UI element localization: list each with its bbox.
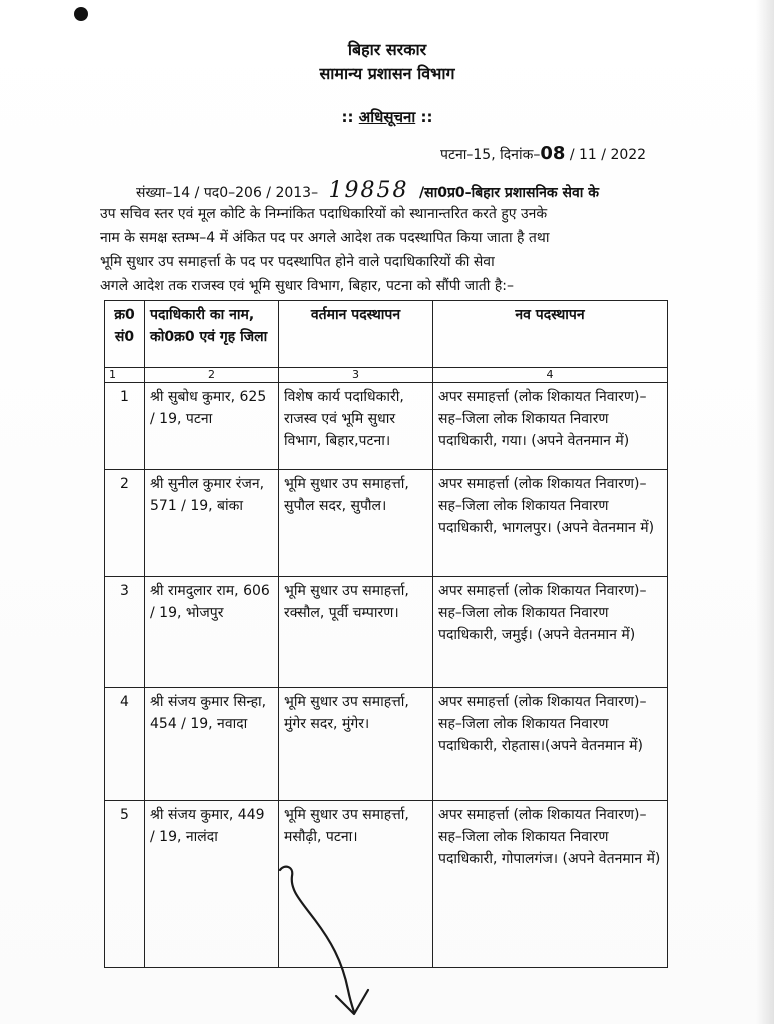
serial-number: 5	[105, 801, 145, 968]
officer-name: श्री सुबोध कुमार, 625 / 19, पटना	[145, 383, 279, 470]
table-row	[105, 688, 668, 801]
column-number: 4	[433, 368, 668, 383]
table-row	[105, 383, 668, 470]
notice-suffix: ::	[420, 108, 433, 126]
reference-prefix: संख्या–14 / पद0–206 / 2013–	[136, 185, 319, 201]
serial-number: 3	[105, 577, 145, 688]
current-posting: भूमि सुधार उप समाहर्त्ता, मुंगेर सदर, मुंगेर।	[279, 688, 433, 801]
column-number: 3	[279, 368, 433, 383]
body-line-4: अगले आदेश तक राजस्व एवं भूमि सुधार विभाग, बिहार, पटना को सौंपी जाती है:–	[100, 278, 514, 294]
header-new-posting: नव पदस्थापन	[433, 301, 668, 368]
column-number-row	[105, 368, 668, 383]
new-posting: अपर समाहर्त्ता (लोक शिकायत निवारण)– सह–जिला लोक शिकायत निवारण पदाधिकारी, जमुई। (अपने वेतनमान में)	[433, 577, 668, 688]
body-line-3: भूमि सुधार उप समाहर्त्ता के पद पर पदस्थापित होने वाले पदाधिकारियों की सेवा	[100, 254, 495, 270]
notice-title-text: अधिसूचना	[358, 108, 416, 126]
reference-line	[136, 178, 599, 203]
new-posting: अपर समाहर्त्ता (लोक शिकायत निवारण)– सह–जिला लोक शिकायत निवारण पदाधिकारी, गोपालगंज। (अपने वेतनमान में)	[433, 801, 668, 968]
department-name: सामान्य प्रशासन विभाग	[319, 64, 455, 83]
handwritten-reference-number: 19858	[328, 178, 409, 203]
body-line-1: उप सचिव स्तर एवं मूल कोटि के निम्नांकित पदाधिकारियों को स्थानान्तरित करते हुए उनके	[100, 206, 548, 222]
serial-number: 4	[105, 688, 145, 801]
current-posting: भूमि सुधार उप समाहर्त्ता, मसौढ़ी, पटना।	[279, 801, 433, 968]
header-officer-name: पदाधिकारी का नाम, को0क्र0 एवं गृह जिला	[145, 301, 279, 368]
notification-title	[0, 107, 774, 127]
column-number: 1	[105, 368, 145, 383]
dateline-month-year: / 11 / 2022	[569, 147, 647, 163]
reference-suffix: /सा0प्र0–बिहार प्रशासनिक सेवा के	[419, 185, 600, 201]
officer-name: श्री सुनील कुमार रंजन, 571 / 19, बांका	[145, 470, 279, 577]
notice-prefix: ::	[341, 108, 354, 126]
serial-number: 2	[105, 470, 145, 577]
officer-name: श्री संजय कुमार सिन्हा, 454 / 19, नवादा	[145, 688, 279, 801]
pen-arrow-icon	[270, 860, 390, 1020]
officer-name: श्री रामदुलार राम, 606 / 19, भोजपुर	[145, 577, 279, 688]
current-posting: भूमि सुधार उप समाहर्त्ता, रक्सौल, पूर्वी चम्पारण।	[279, 577, 433, 688]
current-posting: विशेष कार्य पदाधिकारी, राजस्व एवं भूमि सुधार विभाग, बिहार,पटना।	[279, 383, 433, 470]
new-posting: अपर समाहर्त्ता (लोक शिकायत निवारण)– सह–जिला लोक शिकायत निवारण पदाधिकारी, गया। (अपने वेतनमान में)	[433, 383, 668, 470]
table-header-row	[105, 301, 668, 368]
dateline-day: 08	[540, 143, 566, 164]
dateline	[440, 143, 646, 164]
table-row	[105, 577, 668, 688]
body-line-2: नाम के समक्ष स्तम्भ–4 में अंकित पद पर अगले आदेश तक पदस्थापित किया जाता है तथा	[100, 230, 550, 246]
new-posting: अपर समाहर्त्ता (लोक शिकायत निवारण)– सह–जिला लोक शिकायत निवारण पदाधिकारी, भागलपुर। (अपने वेतनमान में)	[433, 470, 668, 577]
column-number: 2	[145, 368, 279, 383]
page-edge-shadow	[756, 0, 774, 1024]
header-serial: क्र0 सं0	[105, 301, 145, 368]
dateline-place: पटना–15, दिनांक–	[440, 147, 541, 163]
officer-name: श्री संजय कुमार, 449 / 19, नालंदा	[145, 801, 279, 968]
serial-number: 1	[105, 383, 145, 470]
current-posting: भूमि सुधार उप समाहर्त्ता, सुपौल सदर, सुपौल।	[279, 470, 433, 577]
new-posting: अपर समाहर्त्ता (लोक शिकायत निवारण)– सह–जिला लोक शिकायत निवारण पदाधिकारी, रोहतास।(अपने वेतनमान में)	[433, 688, 668, 801]
punch-hole-icon	[74, 7, 88, 21]
table-row	[105, 470, 668, 577]
header-current-posting: वर्तमान पदस्थापन	[279, 301, 433, 368]
government-name: बिहार सरकार	[347, 40, 427, 59]
